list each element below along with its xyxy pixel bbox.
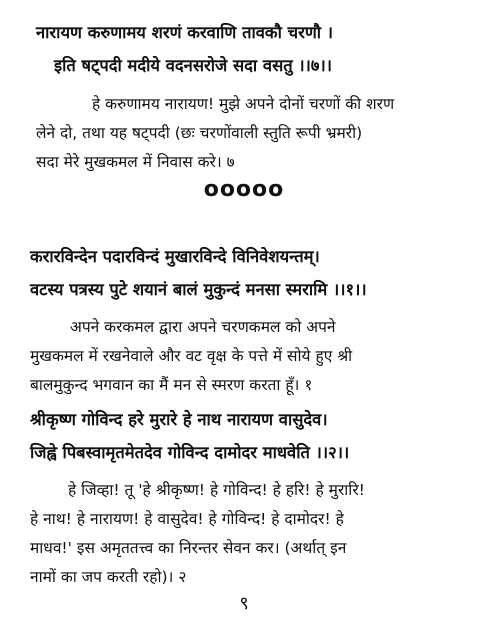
section-divider: ooooo (203, 177, 285, 202)
meaning-2-line-1: हे जिव्हा! तू 'हे श्रीकृष्ण! हे गोविन्द! हे हरि! हे मुरारि! (68, 481, 365, 499)
meaning-2-line-4: नामों का जप करती रहो)। २ (30, 568, 187, 586)
meaning-7-line-2: लेने दो, तथा यह षट्पदी (छः चरणोंवाली स्तुति रूपी भ्रमरी) (36, 124, 363, 142)
meaning-2-line-3: माधव!' इस अमृततत्त्व का निरन्तर सेवन कर। (अर्थात् इन (30, 539, 347, 557)
verse-2-line-1: श्रीकृष्ण गोविन्द हरे मुरारे हे नाथ नारायण वासुदेव। (30, 410, 328, 429)
verse-1-line-1: करारविन्देन पदारविन्दं मुखारविन्दे विनिवेशयन्तम्। (30, 247, 320, 266)
meaning-7-line-1: हे करुणामय नारायण! मुझे अपने दोनों चरणों की शरण (92, 95, 395, 113)
page-number: ९ (239, 593, 249, 614)
meaning-7-line-3: सदा मेरे मुखकमल में निवास करे। ७ (36, 153, 235, 171)
meaning-1-line-2: मुखकमल में रखनेवाले और वट वृक्ष के पत्ते में सोये हुए श्री (30, 347, 353, 365)
verse-2-line-2: जिह्वे पिबस्वामृतमेतदेव गोविन्द दामोदर माधवेति ।।२।। (30, 443, 350, 462)
meaning-2-line-2: हे नाथ! हे नारायण! हे वासुदेव! हे गोविन्द! हे दामोदर! हे (30, 510, 344, 528)
verse-7-line-2: इति षट्पदी मदीये वदनसरोजे सदा वसतु ।।७।। (54, 56, 333, 75)
meaning-1-line-3: बालमुकुन्द भगवान का मैं मन से स्मरण करता हूँ। १ (30, 376, 313, 394)
meaning-1-line-1: अपने करकमल द्वारा अपने चरणकमल को अपने (70, 318, 336, 336)
verse-1-line-2: वटस्य पत्रस्य पुटे शयानं बालं मुकुन्दं मनसा स्मरामि ।।१।। (30, 280, 367, 299)
verse-7-line-1: नारायण करुणामय शरणं करवाणि तावकौ चरणौ । (36, 23, 334, 42)
